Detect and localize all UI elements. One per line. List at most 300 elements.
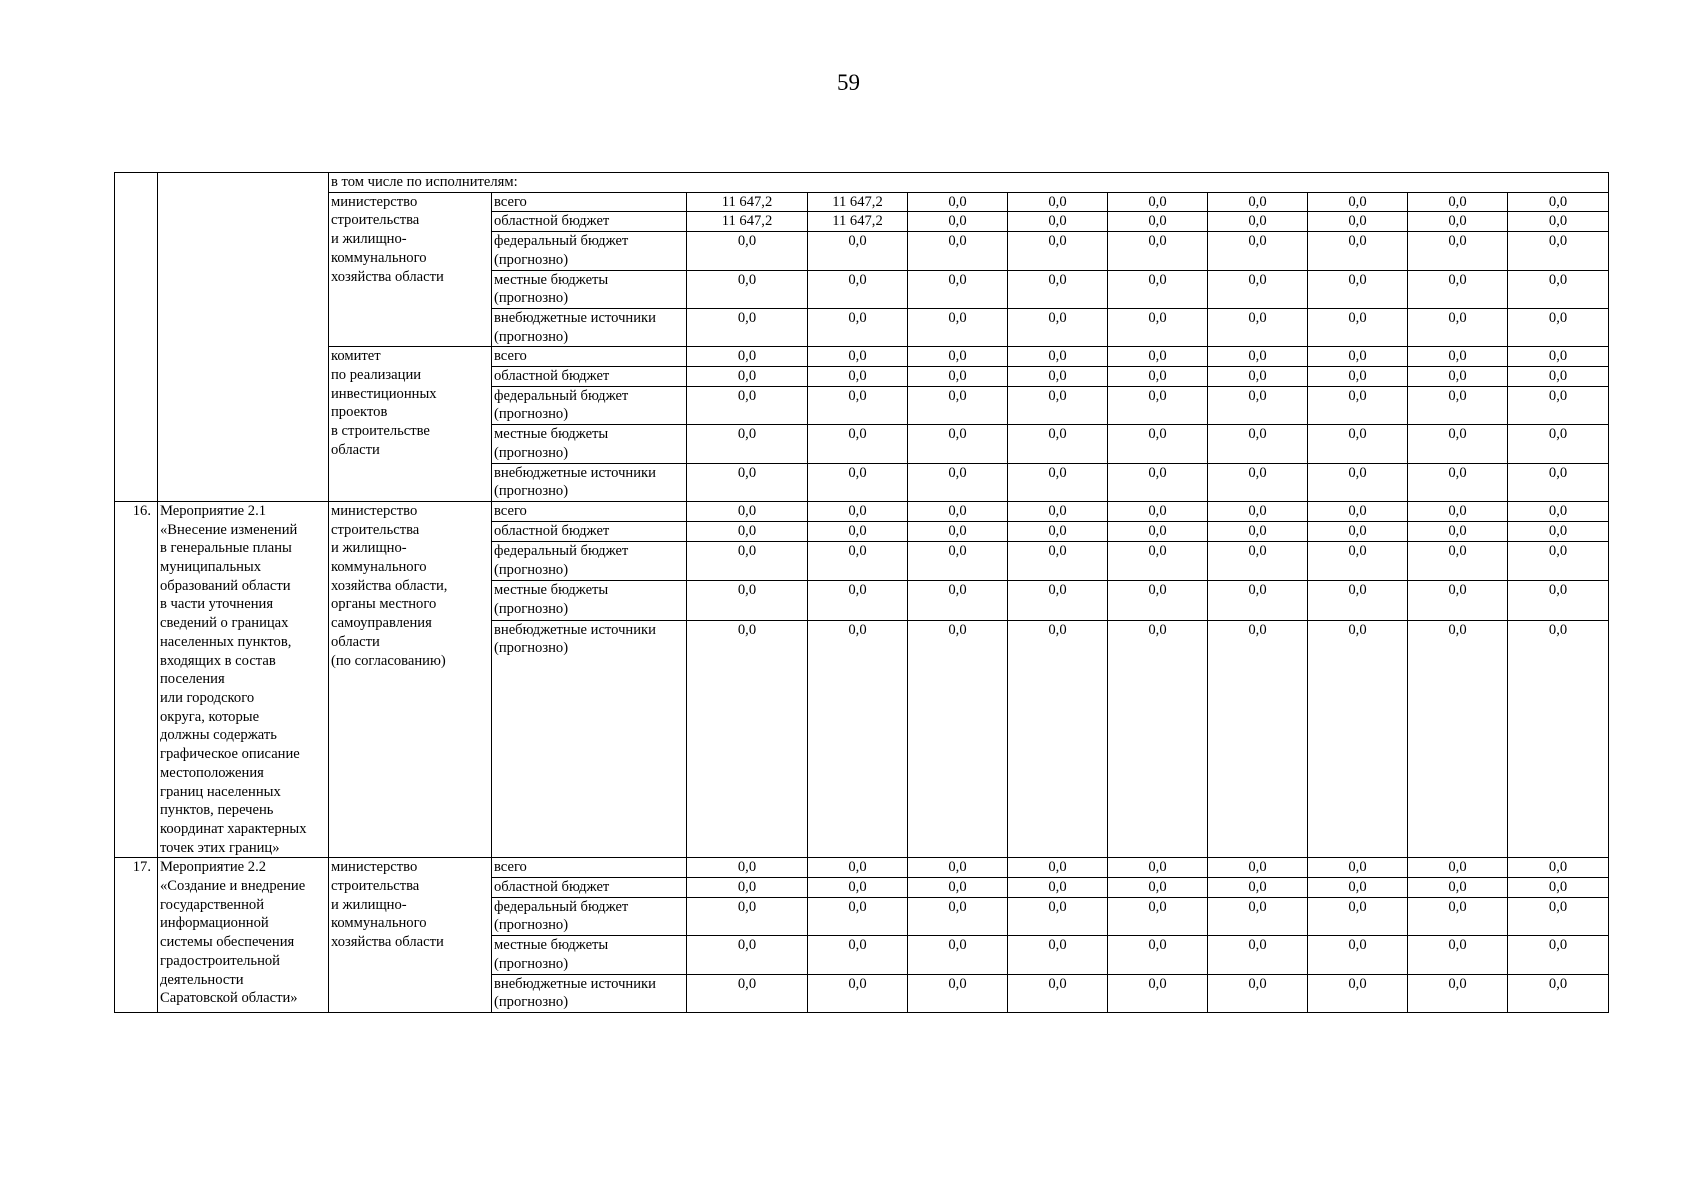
funding-source (492, 232, 687, 270)
value-cell: 0,0 (1408, 542, 1508, 581)
value-cell: 0,0 (808, 581, 908, 620)
subheader-row (115, 173, 1609, 193)
cell-line: внебюджетные источники (494, 309, 656, 326)
cell-line: местные бюджеты (494, 426, 609, 443)
value-cell: 0,0 (1308, 347, 1408, 367)
value-cell: 0,0 (687, 936, 808, 974)
cell-line: министерство (331, 193, 418, 210)
value-cell: 0,0 (908, 192, 1008, 212)
value-cell: 0,0 (1108, 212, 1208, 232)
value-cell: 0,0 (687, 878, 808, 898)
row-number: 16. (115, 501, 158, 857)
funding-source (492, 425, 687, 463)
measure-cell (158, 173, 329, 502)
value-cell: 0,0 (1208, 581, 1308, 620)
cell-line: (прогнозно) (494, 444, 569, 461)
value-cell: 11 647,2 (808, 212, 908, 232)
value-cell: 0,0 (1008, 878, 1108, 898)
funding-source (492, 522, 687, 542)
value-cell: 0,0 (687, 308, 808, 346)
value-cell: 0,0 (1508, 212, 1609, 232)
value-cell: 0,0 (1508, 192, 1609, 212)
value-cell: 0,0 (1308, 936, 1408, 974)
cell-line: (прогнозно) (494, 251, 569, 268)
cell-line: внебюджетные источники (494, 464, 656, 481)
value-cell: 0,0 (808, 308, 908, 346)
value-cell: 0,0 (1208, 463, 1308, 501)
value-cell: 0,0 (808, 878, 908, 898)
value-cell: 0,0 (808, 974, 908, 1012)
cell-line: (прогнозно) (494, 994, 569, 1011)
cell-line: в части уточнения (160, 596, 274, 613)
value-cell: 0,0 (1108, 858, 1208, 878)
value-cell: 0,0 (1508, 936, 1609, 974)
cell-line: точек этих границ» (160, 839, 280, 856)
value-cell: 0,0 (908, 501, 1008, 521)
cell-line: (прогнозно) (494, 561, 569, 578)
value-cell: 11 647,2 (687, 192, 808, 212)
value-cell: 0,0 (908, 936, 1008, 974)
value-cell: 0,0 (1508, 501, 1609, 521)
value-cell: 0,0 (1108, 232, 1208, 270)
funding-source (492, 347, 687, 367)
value-cell: 0,0 (1508, 347, 1609, 367)
value-cell: 0,0 (808, 501, 908, 521)
value-cell: 0,0 (808, 347, 908, 367)
value-cell: 0,0 (1208, 367, 1308, 387)
funding-source (492, 270, 687, 308)
cell-line: местные бюджеты (494, 937, 609, 954)
value-cell: 0,0 (908, 347, 1008, 367)
value-cell: 0,0 (1308, 270, 1408, 308)
funding-source (492, 858, 687, 878)
value-cell: 0,0 (1408, 425, 1508, 463)
value-cell: 0,0 (1408, 347, 1508, 367)
value-cell: 0,0 (1208, 501, 1308, 521)
executor-name (329, 501, 492, 857)
cell-line: или городского (160, 689, 255, 706)
executor-name (329, 858, 492, 1013)
funding-source (492, 463, 687, 501)
cell-line: областной бюджет (494, 213, 610, 230)
value-cell: 0,0 (1308, 522, 1408, 542)
value-cell: 0,0 (1008, 232, 1108, 270)
value-cell: 0,0 (1508, 270, 1609, 308)
value-cell: 0,0 (687, 386, 808, 424)
value-cell: 0,0 (908, 897, 1008, 935)
value-cell: 0,0 (1308, 974, 1408, 1012)
value-cell: 0,0 (1408, 501, 1508, 521)
cell-line: Мероприятие 2.1 (160, 502, 267, 519)
value-cell: 0,0 (687, 232, 808, 270)
value-cell: 0,0 (1208, 212, 1308, 232)
value-cell: 0,0 (1008, 425, 1108, 463)
value-cell: 0,0 (808, 386, 908, 424)
value-cell: 0,0 (1108, 936, 1208, 974)
value-cell: 0,0 (1408, 936, 1508, 974)
value-cell: 0,0 (687, 581, 808, 620)
value-cell: 0,0 (808, 936, 908, 974)
value-cell: 0,0 (1308, 542, 1408, 581)
value-cell: 0,0 (1308, 463, 1408, 501)
funding-source (492, 386, 687, 424)
cell-line: министерство (331, 859, 418, 876)
value-cell: 0,0 (1508, 425, 1609, 463)
cell-line: и жилищно- (331, 231, 407, 248)
value-cell: 0,0 (1308, 425, 1408, 463)
cell-line: в строительстве (331, 423, 430, 440)
value-cell: 0,0 (1208, 542, 1308, 581)
number-cell (115, 173, 158, 502)
cell-line: (прогнозно) (494, 955, 569, 972)
cell-line: органы местного (331, 596, 437, 613)
value-cell: 0,0 (1408, 212, 1508, 232)
value-cell: 0,0 (687, 522, 808, 542)
cell-line: должны содержать (160, 727, 277, 744)
value-cell: 0,0 (908, 232, 1008, 270)
value-cell: 0,0 (1508, 878, 1609, 898)
value-cell: 0,0 (808, 270, 908, 308)
value-cell: 0,0 (1008, 897, 1108, 935)
value-cell: 0,0 (1008, 212, 1108, 232)
cell-line: (по согласованию) (331, 652, 446, 669)
funding-source (492, 542, 687, 581)
measure-name (158, 858, 329, 1013)
cell-line: координат характерных (160, 820, 307, 837)
value-cell: 0,0 (1108, 386, 1208, 424)
cell-line: (прогнозно) (494, 640, 569, 657)
value-cell: 0,0 (1108, 542, 1208, 581)
cell-line: области (331, 441, 380, 458)
value-cell: 0,0 (1508, 620, 1609, 858)
value-cell: 0,0 (1308, 620, 1408, 858)
cell-line: градостроительной (160, 952, 280, 969)
value-cell: 0,0 (1408, 192, 1508, 212)
value-cell: 0,0 (1008, 192, 1108, 212)
value-cell: 0,0 (1408, 367, 1508, 387)
cell-line: коммунального (331, 559, 427, 576)
value-cell: 0,0 (1108, 270, 1208, 308)
value-cell: 0,0 (1508, 897, 1609, 935)
cell-line: областной бюджет (494, 523, 610, 540)
value-cell: 0,0 (1108, 501, 1208, 521)
value-cell: 0,0 (1408, 232, 1508, 270)
value-cell: 0,0 (687, 425, 808, 463)
value-cell: 0,0 (1408, 858, 1508, 878)
value-cell: 0,0 (1408, 522, 1508, 542)
value-cell: 0,0 (1208, 192, 1308, 212)
value-cell: 0,0 (1308, 501, 1408, 521)
cell-line: в генеральные планы (160, 540, 292, 557)
value-cell: 0,0 (1308, 386, 1408, 424)
value-cell: 0,0 (1308, 897, 1408, 935)
value-cell: 0,0 (1108, 463, 1208, 501)
value-cell: 0,0 (808, 463, 908, 501)
cell-line: (прогнозно) (494, 328, 569, 345)
cell-line: (прогнозно) (494, 601, 569, 618)
cell-line: хозяйства области, (331, 577, 448, 594)
funding-source (492, 878, 687, 898)
value-cell: 0,0 (1108, 522, 1208, 542)
cell-line: хозяйства области (331, 268, 444, 285)
cell-line: сведений о границах (160, 615, 289, 632)
value-cell: 0,0 (687, 974, 808, 1012)
value-cell: 0,0 (1208, 974, 1308, 1012)
cell-line: инвестиционных (331, 385, 437, 402)
cell-line: проектов (331, 404, 388, 421)
funding-source (492, 367, 687, 387)
value-cell: 0,0 (808, 620, 908, 858)
cell-line: Саратовской области» (160, 990, 298, 1007)
cell-line: всего (494, 193, 527, 210)
value-cell: 11 647,2 (687, 212, 808, 232)
cell-line: местные бюджеты (494, 271, 609, 288)
page-number: 59 (837, 70, 860, 95)
cell-line: и жилищно- (331, 540, 407, 557)
cell-line: внебюджетные источники (494, 975, 656, 992)
value-cell: 0,0 (1008, 620, 1108, 858)
value-cell: 0,0 (1508, 386, 1609, 424)
value-cell: 0,0 (908, 367, 1008, 387)
cell-line: коммунального (331, 915, 427, 932)
value-cell: 0,0 (1408, 308, 1508, 346)
value-cell: 0,0 (1008, 463, 1108, 501)
value-cell: 0,0 (908, 270, 1008, 308)
value-cell: 0,0 (1008, 858, 1108, 878)
value-cell: 0,0 (1408, 897, 1508, 935)
value-cell: 0,0 (1208, 347, 1308, 367)
value-cell: 0,0 (1408, 620, 1508, 858)
cell-line: (прогнозно) (494, 290, 569, 307)
value-cell: 0,0 (1408, 270, 1508, 308)
cell-line: внебюджетные источники (494, 621, 656, 638)
value-cell: 0,0 (908, 386, 1008, 424)
value-cell: 0,0 (1408, 581, 1508, 620)
value-cell: 0,0 (908, 858, 1008, 878)
value-cell: 0,0 (687, 270, 808, 308)
value-cell: 0,0 (808, 522, 908, 542)
value-cell: 0,0 (1108, 367, 1208, 387)
value-cell: 0,0 (1108, 308, 1208, 346)
value-cell: 0,0 (1008, 522, 1108, 542)
cell-line: федеральный бюджет (494, 543, 629, 560)
funding-source (492, 581, 687, 620)
value-cell: 0,0 (908, 212, 1008, 232)
value-cell: 0,0 (1208, 897, 1308, 935)
cell-line: всего (494, 348, 527, 365)
value-cell: 0,0 (1008, 501, 1108, 521)
value-cell: 11 647,2 (808, 192, 908, 212)
cell-line: всего (494, 502, 527, 519)
cell-line: «Внесение изменений (160, 521, 298, 538)
cell-line: образований области (160, 577, 291, 594)
value-cell: 0,0 (1408, 878, 1508, 898)
value-cell: 0,0 (687, 347, 808, 367)
cell-line: (прогнозно) (494, 406, 569, 423)
cell-line: системы обеспечения (160, 934, 295, 951)
value-cell: 0,0 (908, 581, 1008, 620)
value-cell: 0,0 (1008, 974, 1108, 1012)
value-cell: 0,0 (687, 858, 808, 878)
cell-line: федеральный бюджет (494, 898, 629, 915)
value-cell: 0,0 (1008, 581, 1108, 620)
value-cell: 0,0 (1208, 425, 1308, 463)
value-cell: 0,0 (1508, 858, 1609, 878)
value-cell: 0,0 (687, 501, 808, 521)
value-cell: 0,0 (1008, 936, 1108, 974)
cell-line: строительства (331, 878, 420, 895)
value-cell: 0,0 (1008, 308, 1108, 346)
value-cell: 0,0 (1208, 858, 1308, 878)
value-cell: 0,0 (808, 425, 908, 463)
funding-source (492, 936, 687, 974)
cell-line: пунктов, перечень (160, 802, 274, 819)
value-cell: 0,0 (1008, 542, 1108, 581)
cell-line: деятельности (160, 971, 244, 988)
value-cell: 0,0 (687, 367, 808, 387)
cell-line: по реализации (331, 367, 422, 384)
value-cell: 0,0 (1108, 620, 1208, 858)
value-cell: 0,0 (908, 878, 1008, 898)
cell-line: входящих в состав (160, 652, 276, 669)
value-cell: 0,0 (908, 425, 1008, 463)
value-cell: 0,0 (1508, 522, 1609, 542)
value-cell: 0,0 (1208, 878, 1308, 898)
cell-line: (прогнозно) (494, 483, 569, 500)
cell-line: информационной (160, 915, 269, 932)
value-cell: 0,0 (908, 974, 1008, 1012)
value-cell: 0,0 (1508, 463, 1609, 501)
value-cell: 0,0 (1508, 581, 1609, 620)
value-cell: 0,0 (808, 542, 908, 581)
value-cell: 0,0 (1108, 897, 1208, 935)
executor-name (329, 192, 492, 347)
cell-line: строительства (331, 212, 420, 229)
value-cell: 0,0 (1308, 192, 1408, 212)
cell-line: области (331, 633, 380, 650)
value-cell: 0,0 (908, 522, 1008, 542)
value-cell: 0,0 (1108, 192, 1208, 212)
row-number: 17. (115, 858, 158, 1013)
table-row (115, 858, 1609, 878)
cell-line: хозяйства области (331, 934, 444, 951)
cell-line: коммунального (331, 249, 427, 266)
table-body (115, 173, 1609, 1013)
value-cell: 0,0 (1308, 308, 1408, 346)
value-cell: 0,0 (1308, 232, 1408, 270)
cell-line: населенных пунктов, (160, 633, 292, 650)
value-cell: 0,0 (1108, 581, 1208, 620)
funding-source (492, 308, 687, 346)
value-cell: 0,0 (1208, 232, 1308, 270)
value-cell: 0,0 (1208, 308, 1308, 346)
executor-name (329, 347, 492, 502)
value-cell: 0,0 (687, 620, 808, 858)
value-cell: 0,0 (1008, 270, 1108, 308)
cell-line: поселения (160, 671, 225, 688)
measure-name (158, 501, 329, 857)
value-cell: 0,0 (808, 367, 908, 387)
value-cell: 0,0 (687, 542, 808, 581)
value-cell: 0,0 (808, 897, 908, 935)
cell-line: всего (494, 859, 527, 876)
value-cell: 0,0 (687, 897, 808, 935)
value-cell: 0,0 (1308, 858, 1408, 878)
table-row (115, 501, 1609, 521)
cell-line: местные бюджеты (494, 582, 609, 599)
value-cell: 0,0 (1508, 232, 1609, 270)
cell-line: министерство (331, 502, 418, 519)
value-cell: 0,0 (1008, 367, 1108, 387)
subheader-cell: в том числе по исполнителям: (329, 173, 1609, 193)
cell-line: областной бюджет (494, 879, 610, 896)
value-cell: 0,0 (908, 542, 1008, 581)
cell-line: местоположения (160, 764, 264, 781)
cell-line: графическое описание (160, 746, 300, 763)
cell-line: муниципальных (160, 559, 262, 576)
value-cell: 0,0 (908, 620, 1008, 858)
value-cell: 0,0 (1508, 974, 1609, 1012)
value-cell: 0,0 (1108, 974, 1208, 1012)
cell-line: комитет (331, 348, 381, 365)
cell-line: «Создание и внедрение (160, 878, 306, 895)
value-cell: 0,0 (908, 463, 1008, 501)
value-cell: 0,0 (1008, 386, 1108, 424)
value-cell: 0,0 (1508, 542, 1609, 581)
cell-line: (прогнозно) (494, 917, 569, 934)
value-cell: 0,0 (1208, 522, 1308, 542)
table-row (115, 192, 1609, 212)
cell-line: федеральный бюджет (494, 233, 629, 250)
funding-source (492, 501, 687, 521)
value-cell: 0,0 (1208, 270, 1308, 308)
cell-line: федеральный бюджет (494, 387, 629, 404)
value-cell: 0,0 (808, 232, 908, 270)
value-cell: 0,0 (1208, 620, 1308, 858)
cell-line: государственной (160, 896, 265, 913)
value-cell: 0,0 (687, 463, 808, 501)
funding-source (492, 897, 687, 935)
value-cell: 0,0 (1408, 974, 1508, 1012)
value-cell: 0,0 (1008, 347, 1108, 367)
value-cell: 0,0 (1408, 386, 1508, 424)
cell-line: границ населенных (160, 783, 281, 800)
funding-source (492, 212, 687, 232)
value-cell: 0,0 (1408, 463, 1508, 501)
funding-source (492, 192, 687, 212)
value-cell: 0,0 (1308, 878, 1408, 898)
cell-line: Мероприятие 2.2 (160, 859, 267, 876)
value-cell: 0,0 (1108, 425, 1208, 463)
value-cell: 0,0 (1208, 386, 1308, 424)
financing-table (114, 172, 1609, 1013)
table-row (115, 347, 1609, 367)
cell-line: строительства (331, 521, 420, 538)
value-cell: 0,0 (1208, 936, 1308, 974)
value-cell: 0,0 (1108, 878, 1208, 898)
value-cell: 0,0 (1308, 581, 1408, 620)
value-cell: 0,0 (1308, 212, 1408, 232)
funding-source (492, 974, 687, 1012)
cell-line: самоуправления (331, 615, 432, 632)
cell-line: областной бюджет (494, 368, 610, 385)
value-cell: 0,0 (1508, 367, 1609, 387)
cell-line: округа, которые (160, 708, 260, 725)
value-cell: 0,0 (808, 858, 908, 878)
value-cell: 0,0 (908, 308, 1008, 346)
value-cell: 0,0 (1508, 308, 1609, 346)
value-cell: 0,0 (1108, 347, 1208, 367)
